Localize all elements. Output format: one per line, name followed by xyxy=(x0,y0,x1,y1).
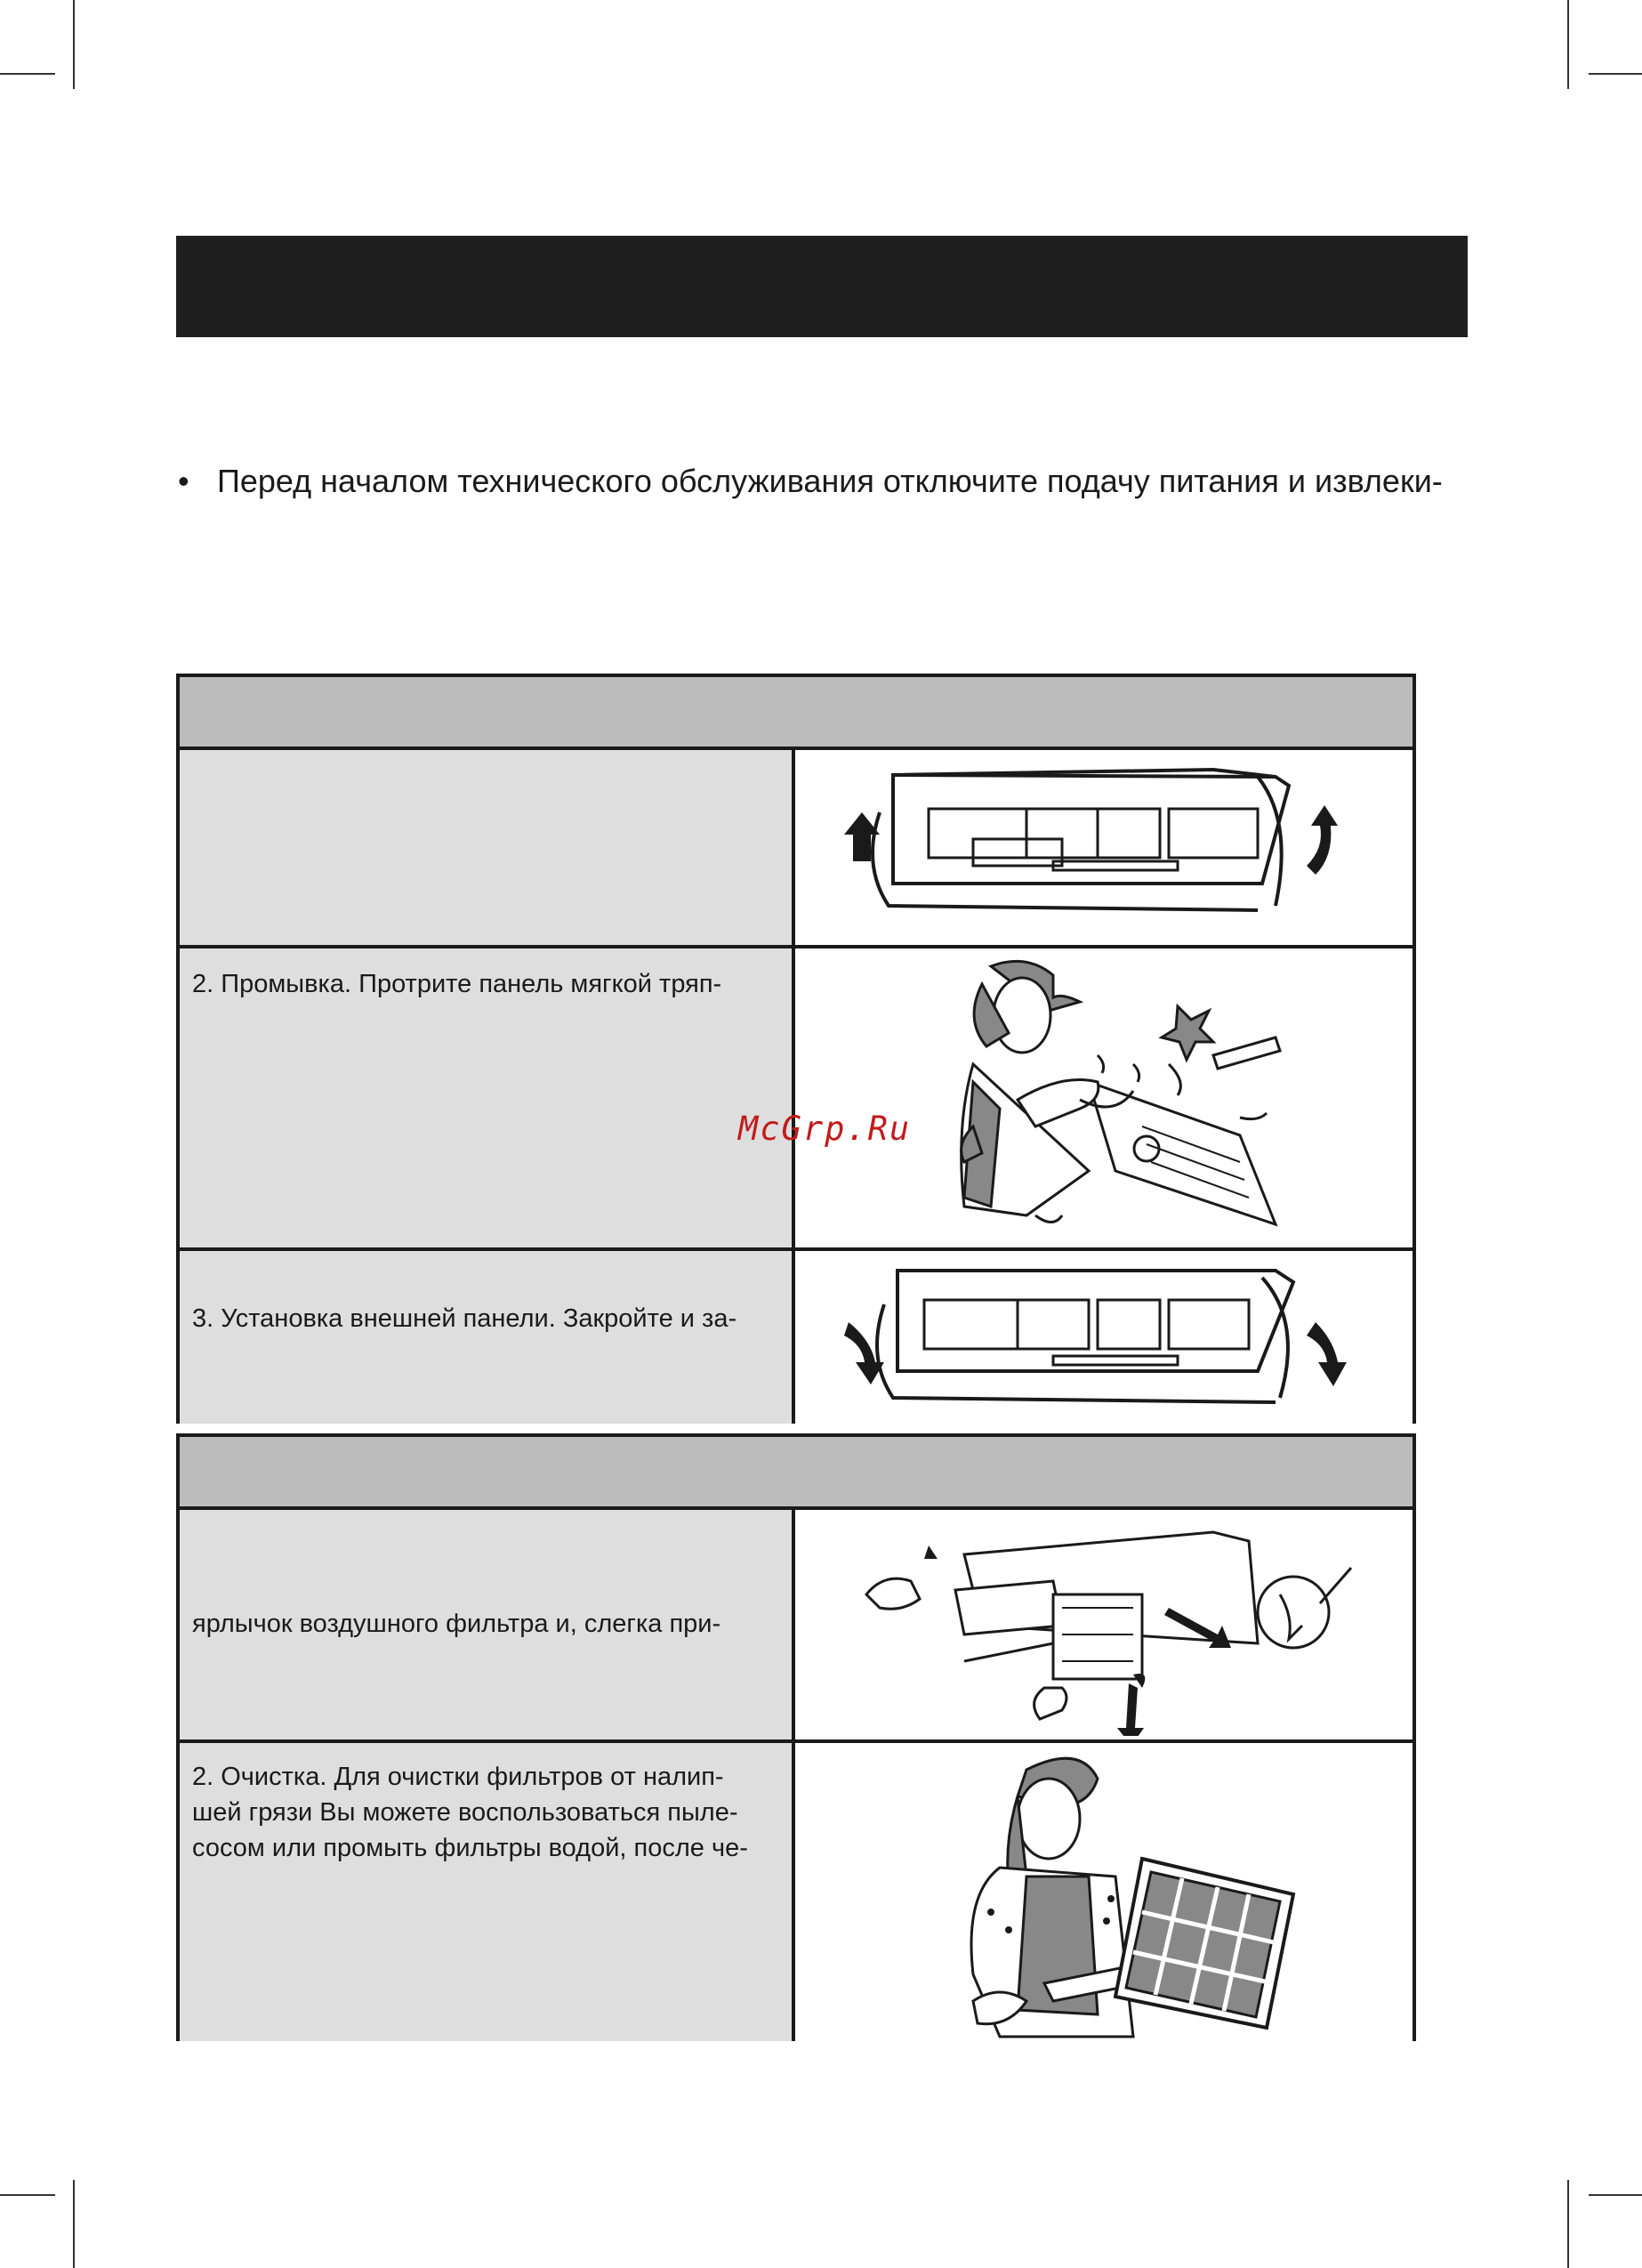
table-cell-text xyxy=(180,1510,795,1739)
table-cell-text xyxy=(180,948,795,1247)
table-row xyxy=(180,1739,1413,2041)
safety-notice-text: Перед началом технического обслуживания отключите подачу питания и извлеки- xyxy=(217,463,1443,499)
section-title-bar xyxy=(176,236,1468,337)
step-text: шей грязи Вы можете воспользоваться пыле- xyxy=(192,1798,738,1827)
cleaning-filter-illustration xyxy=(795,1743,1413,2041)
bullet: • xyxy=(178,463,189,499)
step-text: ярлычок воздушного фильтра и, слегка при- xyxy=(192,1610,721,1638)
safety-notice xyxy=(178,463,1443,500)
filter-cleaning-table xyxy=(176,1433,1416,2041)
crop-mark xyxy=(1589,73,1642,75)
table-row xyxy=(180,750,1413,945)
crop-mark xyxy=(1567,2180,1569,2268)
table-cell-text xyxy=(180,1743,795,2041)
crop-mark xyxy=(1567,0,1569,89)
table-row xyxy=(180,1247,1413,1424)
panel-cleaning-header xyxy=(180,677,1413,750)
step-text: 2. Очистка. Для очистки фильтров от налип- xyxy=(192,1763,724,1791)
remove-filter-illustration xyxy=(795,1510,1413,1739)
crop-mark xyxy=(73,2180,75,2268)
panel-cleaning-table xyxy=(176,674,1416,1424)
open-panel-illustration xyxy=(795,750,1413,945)
step-text: 2. Промывка. Протрите панель мягкой тряп- xyxy=(192,970,722,998)
crop-mark xyxy=(0,2194,55,2196)
table-cell-text xyxy=(180,1251,795,1424)
close-panel-illustration xyxy=(795,1251,1413,1424)
watermark: McGrp.Ru xyxy=(738,1110,912,1148)
table-row xyxy=(180,945,1413,1247)
table-cell-text xyxy=(180,750,795,945)
step-text: сосом или промыть фильтры водой, после че- xyxy=(192,1834,748,1862)
crop-mark xyxy=(0,73,55,75)
filter-cleaning-header xyxy=(180,1437,1413,1510)
step-text: 3. Установка внешней панели. Закройте и за- xyxy=(192,1304,737,1333)
crop-mark xyxy=(1589,2194,1642,2196)
washing-panel-illustration xyxy=(795,948,1413,1247)
crop-mark xyxy=(73,0,75,89)
table-row xyxy=(180,1510,1413,1739)
